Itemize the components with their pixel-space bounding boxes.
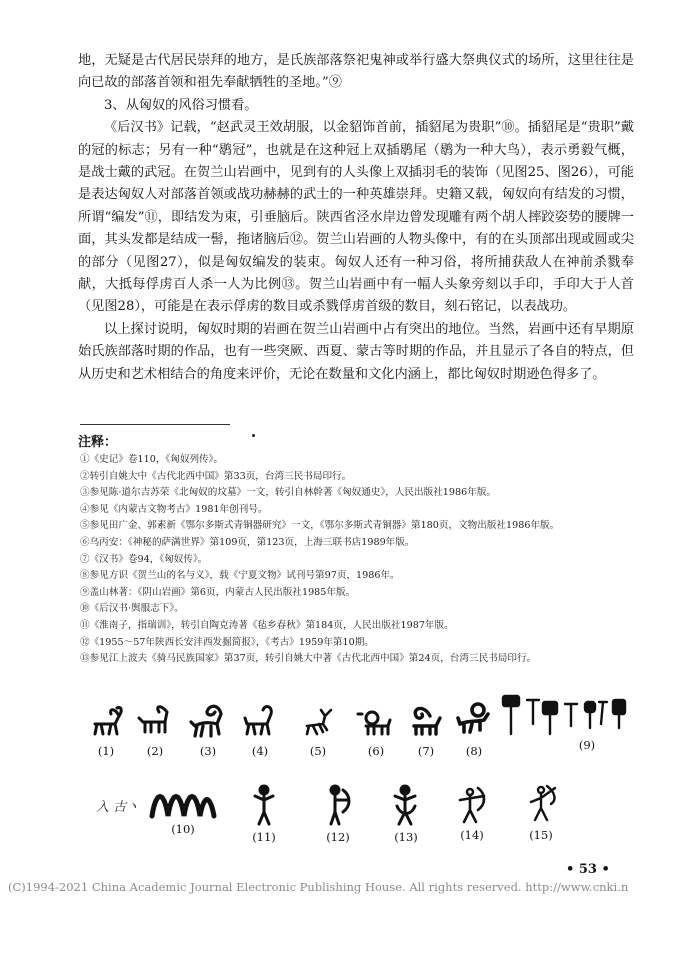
footnote: ④参见《内蒙古文物考古》1981年创刊号。 [80,503,268,515]
dancer-petroglyph-icon [389,782,423,828]
figure-caption: (7) [417,744,435,758]
ink-dot [252,434,255,437]
footnote: ⑩《后汉书·舆服志下》。 [80,603,184,615]
footnote: ⑧参见方识《贺兰山的名与义》，载《宁夏文物》试刊号第97页，1986年。 [80,570,400,582]
figure-10 [148,786,218,836]
figure-caption: (14) [460,828,484,842]
figure-15 [520,782,562,842]
figure-13 [386,782,426,844]
figure-5 [298,702,338,758]
footnote: ⑫《1955～57年陕西长安沣西发掘简报》，《考古》1959年第10期。 [80,636,374,648]
figure-caption: (2) [146,744,164,758]
footnote: ①《史记》卷110，《匈奴列传》。 [80,454,224,465]
tool-petroglyphs-icon [501,694,629,736]
figure-caption: (12) [326,830,350,844]
footnote: ⑦《汉书》卷94，《匈奴传》。 [80,553,208,565]
figure-12 [318,784,358,844]
archer-petroglyph-icon [323,784,353,828]
figure-caption: (11) [252,830,276,844]
figure-6 [354,702,398,758]
figure-caption: (1) [97,744,115,758]
footnotes [80,452,640,668]
figure-caption: (13) [394,830,418,844]
ram-petroglyph-icon [356,702,396,742]
footnote: ③参见陈·道尔吉苏荣《北匈奴的坟墓》一文，转引自林幹著《匈奴通史》，人民出版社1986年版。 [80,487,497,499]
figure-caption: (6) [367,744,385,758]
footnote: ⑪《淮南子，指瑞训》，转引自陶克涛著《毡乡春秋》第184页，人民出版社1987年版。 [80,619,454,631]
human-figure-petroglyph-icon [251,784,277,828]
figure-11 [244,784,284,844]
footnote: ⑥乌丙安：《神秘的萨满世界》第109页，第123页，上海三联书店1989年版。 [80,536,415,548]
deer-petroglyph-icon [301,702,335,742]
footnote: ⑬参见江上波夫《骑马民族国家》第37页，转引自姚大中著《古代北西中国》第24页，台湾三民书局印行。 [80,653,537,665]
page-number: • 53 • [566,862,610,877]
hunter-petroglyph-icon [523,782,559,826]
article-body [78,50,634,386]
wave-pattern-petroglyph-icon [148,786,218,820]
paragraph-customs: 《后汉书》记载，“赵武灵王效胡服，以金貂饰首前，插貂尾为贵职”⑩。插貂尾是“贵职”戴的冠的标志；另有一种“鹖冠”，也就是在这种冠上双插鹖尾（鹖为一种大鸟），表示勇毅气概，是战士戴的武冠。在贺兰山岩画中，见到有的人头像上双插羽毛的装饰（见图25、图26），可能是表达匈奴人对部落首领或战功赫赫的武士的一种英雄崇拜。史籍又载，匈奴向有结发的习惯，所谓“编发”⑪，即结发为束，引垂脑后。陕西省泾水岸边曾发现雕有两个胡人摔跤姿势的腰牌一面，其头发都是结成一髻，拖诸脑后⑫。贺兰山岩画的人物头像中，有的在头顶部出现或圆或尖的部分（见图27），似是匈奴编发的装束。匈奴人还有一种习俗，将所捕获敌人在神前杀戮奉献，大抵每俘虏百人杀一人为比例⑬。贺兰山岩画中有一幅人头象旁刻以手印，手印大于人首（见图28），可能是在表示俘虏的数目或杀戮俘虏首级的数目，刻石铭记，以表战功。 [78,120,634,315]
figure-caption: (15) [529,828,553,842]
figure-caption: (8) [465,744,483,758]
ram-petroglyph-icon [406,700,446,742]
handwritten-mark: 入 古丶 [96,800,140,815]
ram-petroglyph-icon [454,700,494,742]
ibex-petroglyph-icon [189,702,227,742]
figure-caption: (10) [171,822,195,836]
goat-petroglyph-icon [89,702,123,742]
footnote: ②转引自姚大中《古代北西中国》第33页，台湾三民书局印行。 [80,470,352,482]
footnote: ⑨盖山林著：《阴山岩画》第6页，内蒙古人民出版社1985年版。 [80,586,356,598]
section-heading: 3、从匈奴的风俗习惯看。 [104,97,258,113]
footnote: ⑤参见田广金、郭素新《鄂尔多斯式青铜器研究》一文，《鄂尔多斯式青铜器》第180页，文物出版社1986年版。 [80,520,560,532]
figure-caption: (9) [578,738,596,752]
figure-14 [452,784,492,842]
paragraph-top: 地，无疑是古代居民崇拜的地方，是氏族部落祭祀鬼神或举行盛大祭典仪式的场所，这里往往是向已故的部落首领和祖先奉献牺牲的圣地。”⑨ [78,53,634,91]
copyright-footer: (C)1994-2021 China Academic Journal Electronic Publishing House. All rights reserved. http://www.cnki.n [8,880,629,894]
notes-label: 注释： [78,435,118,450]
goat-petroglyph-icon [243,702,277,742]
notes-divider [80,424,230,425]
goat-petroglyph-icon [137,702,173,742]
figure-9 [500,694,630,752]
figure-8 [452,700,496,758]
figure-1 [86,702,126,758]
paragraph-conclusion: 以上探讨说明，匈奴时期的岩画在贺兰山岩画中占有突出的地位。当然，岩画中还有早期原始氏族部落时期的作品，也有一些突厥、西夏、蒙古等时期的作品，并且显示了各自的特点，但从历史和艺术相结合的角度来评价，无论在数量和文化内涵上，都比匈奴时期逊色得多了。 [78,321,634,382]
figure-4 [240,702,280,758]
figure-caption: (3) [199,744,217,758]
figure-2 [134,702,176,758]
figure-7 [404,700,448,758]
figure-caption: (4) [251,744,269,758]
archer-petroglyph-icon [456,784,488,826]
figure-caption: (5) [309,744,327,758]
figure-3 [186,702,230,758]
